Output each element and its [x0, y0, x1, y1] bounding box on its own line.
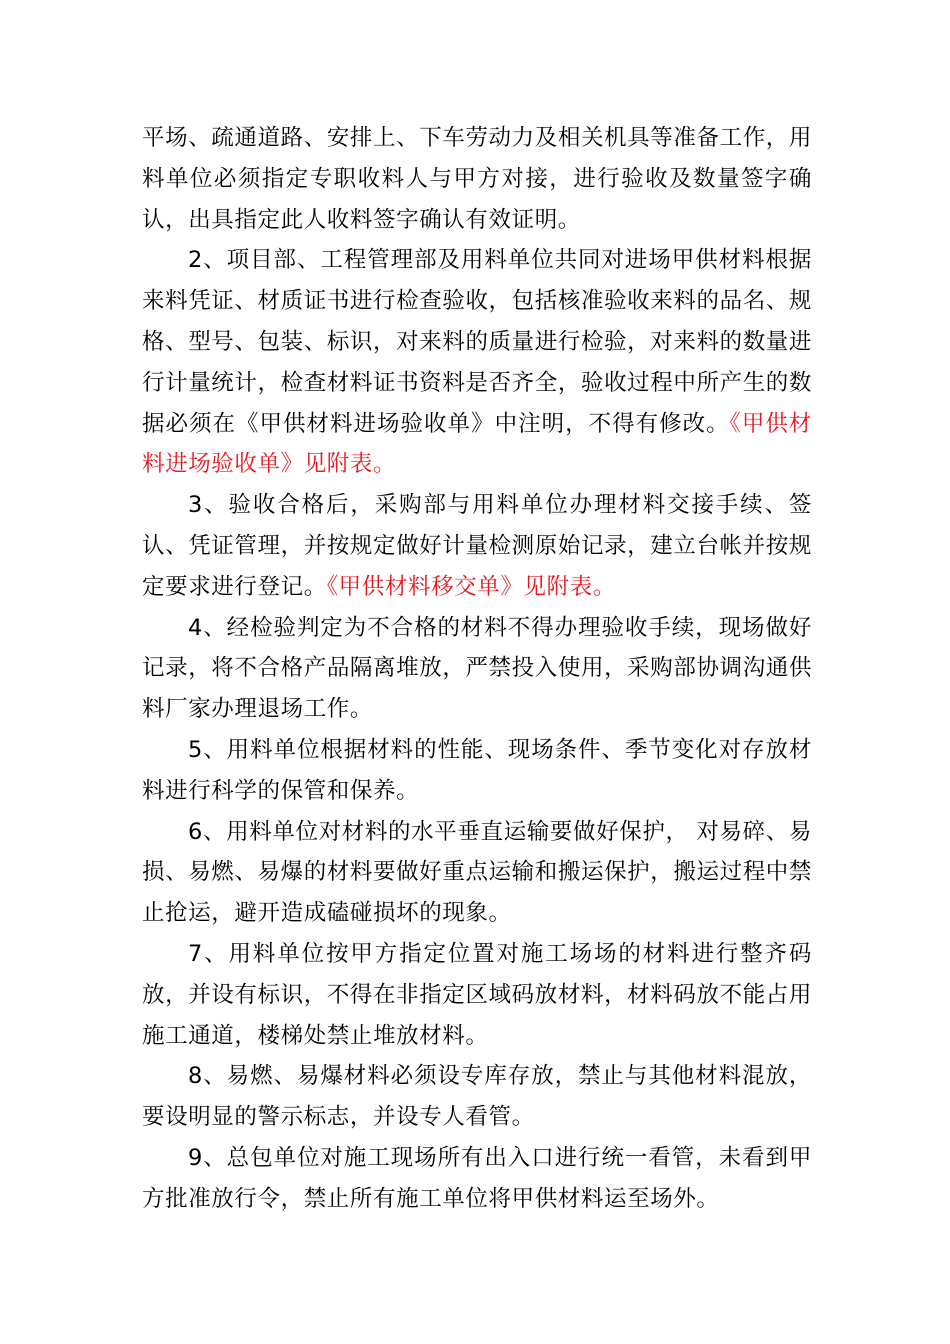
paragraph-3: [142, 485, 812, 607]
paragraph-9: [142, 1138, 812, 1220]
paragraph-6: [142, 812, 812, 934]
paragraph-4: [142, 608, 812, 730]
paragraph-text: 平场、疏通道路、安排上、下车劳动力及相关机具等准备工作，用料单位必须指定专职收料人与甲方对接，进行验收及数量签字确认，出具指定此人收料签字确认有效证明。: [142, 125, 812, 233]
paragraph-text: 7、用料单位按甲方指定位置对施工场场的材料进行整齐码放，并设有标识，不得在非指定区域码放材料，材料码放不能占用施工通道，楼梯处禁止堆放材料。: [142, 940, 812, 1049]
paragraph-text: 4、经检验判定为不合格的材料不得办理验收手续，现场做好记录，将不合格产品隔离堆放，严禁投入使用，采购部协调沟通供料厂家办理退场工作。: [142, 614, 812, 723]
appendix-reference: 《甲供材料移交单》见附表。: [326, 573, 616, 600]
appendix-reference: 《甲供材料进场验收单》见附表。: [142, 410, 812, 478]
paragraph-7: [142, 934, 812, 1056]
paragraph-8: [142, 1056, 812, 1138]
paragraph-text: 3、验收合格后，采购部与用料单位办理材料交接手续、签认、凭证管理，并按规定做好计量检测原始记录，建立台帐并按规定要求进行登记。: [142, 492, 812, 600]
paragraph-text: 2、项目部、工程管理部及用料单位共同对进场甲供材料根据来料凭证、材质证书进行检查验收，包括核准验收来料的品名、规格、型号、包装、标识，对来料的质量进行检验，对来料的数量进行计量统计，检查材料证书资料是否齐全，验收过程中所产生的数据必须在《甲供材料进场验收单》中注明，不得有修改。: [142, 247, 812, 437]
paragraph-2: [142, 240, 812, 485]
paragraph-text: 9、总包单位对施工现场所有出入口进行统一看管，未看到甲方批准放行令，禁止所有施工单位将甲供材料运至场外。: [142, 1144, 812, 1212]
paragraph-text: 8、易燃、易爆材料必须设专库存放，禁止与其他材料混放，要设明显的警示标志，并设专人看管。: [142, 1063, 812, 1131]
paragraph-text: 5、用料单位根据材料的性能、现场条件、季节变化对存放材料进行科学的保管和保养。: [142, 736, 812, 804]
paragraph-5: [142, 730, 812, 812]
paragraph-text: 6、用料单位对材料的水平垂直运输要做好保护， 对易碎、易损、易燃、易爆的材料要做好重点运输和搬运保护，搬运过程中禁止抢运，避开造成磕碰损坏的现象。: [142, 818, 812, 927]
paragraph-1: [142, 118, 812, 240]
